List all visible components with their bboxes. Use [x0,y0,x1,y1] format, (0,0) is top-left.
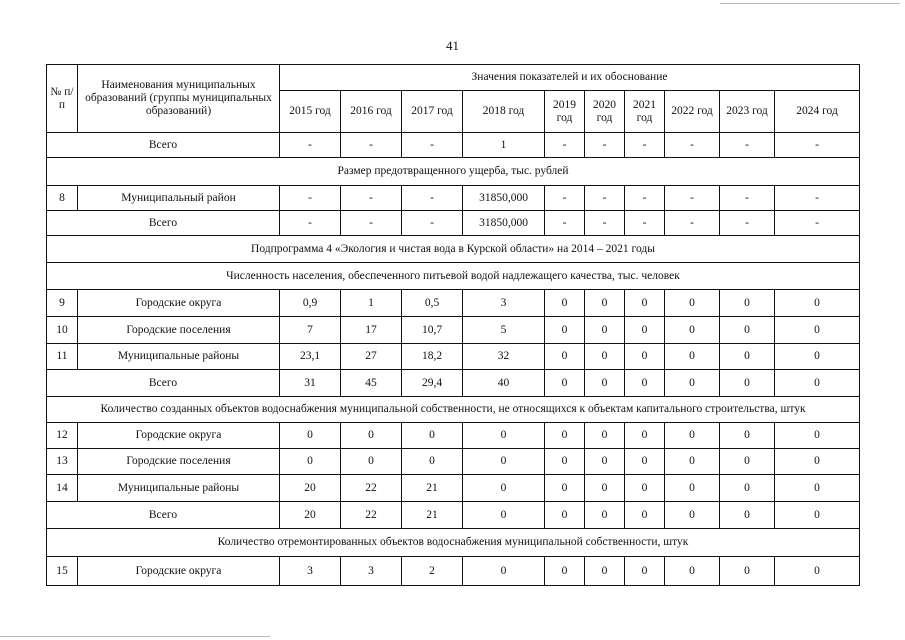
value-cell: 0 [545,423,585,449]
value-cell: - [775,186,860,211]
value-cell: 7 [280,317,341,344]
table-row [47,475,860,502]
value-cell: 0 [775,502,860,529]
value-cell: 0 [720,557,775,586]
value-cell: 0 [720,290,775,317]
page-number: 41 [446,38,459,53]
value-cell: 1 [463,133,545,158]
value-cell: 0 [545,290,585,317]
value-cell: 0 [665,423,720,449]
value-cell: 21 [402,475,463,502]
value-cell: 0 [625,449,665,475]
value-cell: - [775,133,860,158]
value-cell: 22 [341,475,402,502]
section-row [47,158,860,186]
value-cell: 0 [775,317,860,344]
value-cell: 0 [720,502,775,529]
row-number: 9 [47,290,78,317]
table-row [47,344,860,370]
year-header: 2024 год [775,91,860,133]
table-row [47,317,860,344]
value-cell: - [545,186,585,211]
value-cell: 0 [280,449,341,475]
value-cell: 0 [402,449,463,475]
value-cell: 0 [341,449,402,475]
value-cell: 0 [665,557,720,586]
value-cell: - [585,133,625,158]
value-cell: - [585,186,625,211]
value-cell: 0 [585,475,625,502]
value-cell: 0 [775,370,860,397]
municipality-name: Городские округа [78,423,280,449]
value-cell: 0 [625,502,665,529]
row-number: 13 [47,449,78,475]
value-cell: 0 [625,557,665,586]
value-cell: 0 [341,423,402,449]
value-cell: - [280,133,341,158]
value-cell: - [720,186,775,211]
value-cell: 0 [625,475,665,502]
value-cell: 0 [585,449,625,475]
municipality-name: Городские поселения [78,317,280,344]
row-number: 10 [47,317,78,344]
value-cell: - [402,186,463,211]
indicator-table [46,64,860,586]
table-row [47,423,860,449]
value-cell: 1 [341,290,402,317]
value-cell: 0 [775,344,860,370]
value-cell: 0 [775,475,860,502]
value-cell: 0 [545,449,585,475]
value-cell: 23,1 [280,344,341,370]
table-row [47,449,860,475]
value-cell: 0 [775,423,860,449]
value-cell: 31850,000 [463,186,545,211]
value-cell: 0 [402,423,463,449]
value-cell: 40 [463,370,545,397]
value-cell: 0 [625,370,665,397]
value-cell: - [625,211,665,236]
value-cell: 45 [341,370,402,397]
value-cell: 0 [545,557,585,586]
value-cell: 0 [585,502,625,529]
value-cell: - [625,133,665,158]
row-number: 8 [47,186,78,211]
value-cell: - [402,211,463,236]
value-cell: - [545,133,585,158]
municipality-name: Муниципальные районы [78,475,280,502]
scan-artifact-bottom [0,636,270,637]
value-cell: 10,7 [402,317,463,344]
value-cell: 0 [585,344,625,370]
value-cell: - [402,133,463,158]
municipality-name: Городские поселения [78,449,280,475]
num-column-header: № п/п [47,65,78,133]
section-title: Количество отремонтированных объектов водоснабжения муниципальной собственности, штук [47,529,860,557]
value-cell: - [720,211,775,236]
total-row [47,502,860,529]
total-label: Всего [47,133,280,158]
value-cell: 20 [280,475,341,502]
value-cell: 5 [463,317,545,344]
value-cell: 0 [775,290,860,317]
year-header: 2018 год [463,91,545,133]
year-header: 2022 год [665,91,720,133]
table-row [47,557,860,586]
section-title: Размер предотвращенного ущерба, тыс. рублей [47,158,860,186]
value-cell: 0,5 [402,290,463,317]
municipality-name: Муниципальные районы [78,344,280,370]
total-label: Всего [47,502,280,529]
section-row [47,529,860,557]
value-cell: 21 [402,502,463,529]
value-cell: 0 [463,557,545,586]
year-header: 2021 год [625,91,665,133]
value-cell: 29,4 [402,370,463,397]
value-cell: 0 [585,557,625,586]
value-cell: 20 [280,502,341,529]
municipality-name: Муниципальный район [78,186,280,211]
value-cell: 0 [665,317,720,344]
value-cell: 0 [545,502,585,529]
section-title: Подпрограмма 4 «Экология и чистая вода в Курской области» на 2014 – 2021 годы [47,236,860,263]
value-cell: 2 [402,557,463,586]
value-cell: 0 [665,449,720,475]
values-column-header: Значения показателей и их обоснование [280,65,860,91]
municipality-name: Городские округа [78,557,280,586]
value-cell: 31850,000 [463,211,545,236]
value-cell: 0 [665,475,720,502]
section-title: Численность населения, обеспеченного питьевой водой надлежащего качества, тыс. человек [47,263,860,290]
table-row [47,290,860,317]
value-cell: 0 [545,370,585,397]
value-cell: 31 [280,370,341,397]
total-label: Всего [47,370,280,397]
value-cell: 0 [775,557,860,586]
table-row [47,186,860,211]
year-header: 2023 год [720,91,775,133]
value-cell: 0 [775,449,860,475]
year-header: 2019 год [545,91,585,133]
value-cell: 0 [720,317,775,344]
value-cell: 0 [545,317,585,344]
value-cell: 0 [665,290,720,317]
total-row [47,133,860,158]
value-cell: 0 [625,317,665,344]
value-cell: 22 [341,502,402,529]
value-cell: 3 [463,290,545,317]
value-cell: 0 [585,423,625,449]
value-cell: - [665,133,720,158]
value-cell: 17 [341,317,402,344]
row-number: 14 [47,475,78,502]
name-column-header: Наименования муниципальных образований (группы муниципальных образований) [78,65,280,133]
value-cell: - [775,211,860,236]
value-cell: 0 [463,423,545,449]
value-cell: 18,2 [402,344,463,370]
value-cell: 27 [341,344,402,370]
total-label: Всего [47,211,280,236]
year-header: 2017 год [402,91,463,133]
value-cell: 0 [720,423,775,449]
section-row [47,263,860,290]
value-cell: - [665,186,720,211]
value-cell: - [665,211,720,236]
value-cell: 0 [545,344,585,370]
value-cell: - [545,211,585,236]
year-header: 2016 год [341,91,402,133]
value-cell: - [341,211,402,236]
total-row [47,370,860,397]
municipality-name: Городские округа [78,290,280,317]
total-row [47,211,860,236]
row-number: 12 [47,423,78,449]
value-cell: 32 [463,344,545,370]
value-cell: 0 [585,317,625,344]
value-cell: 0 [625,423,665,449]
value-cell: 0 [665,344,720,370]
value-cell: - [341,186,402,211]
value-cell: 0 [720,370,775,397]
value-cell: 3 [280,557,341,586]
value-cell: 0 [280,423,341,449]
section-row [47,397,860,423]
value-cell: 0 [625,344,665,370]
section-row [47,236,860,263]
value-cell: 0 [463,502,545,529]
value-cell: 0 [585,290,625,317]
value-cell: 0 [585,370,625,397]
row-number: 15 [47,557,78,586]
year-header: 2015 год [280,91,341,133]
value-cell: 0 [463,449,545,475]
value-cell: 0 [720,475,775,502]
value-cell: 0 [665,370,720,397]
value-cell: 0,9 [280,290,341,317]
scan-artifact-top [720,3,900,4]
value-cell: 0 [720,449,775,475]
section-title: Количество созданных объектов водоснабжения муниципальной собственности, не относящихся к объектам капитального строительства, штук [47,397,860,423]
value-cell: 0 [625,290,665,317]
value-cell: - [341,133,402,158]
value-cell: 0 [545,475,585,502]
row-number: 11 [47,344,78,370]
value-cell: - [280,211,341,236]
value-cell: 0 [463,475,545,502]
value-cell: - [585,211,625,236]
value-cell: 0 [665,502,720,529]
value-cell: - [625,186,665,211]
value-cell: 0 [720,344,775,370]
value-cell: - [280,186,341,211]
value-cell: 3 [341,557,402,586]
year-header: 2020 год [585,91,625,133]
value-cell: - [720,133,775,158]
